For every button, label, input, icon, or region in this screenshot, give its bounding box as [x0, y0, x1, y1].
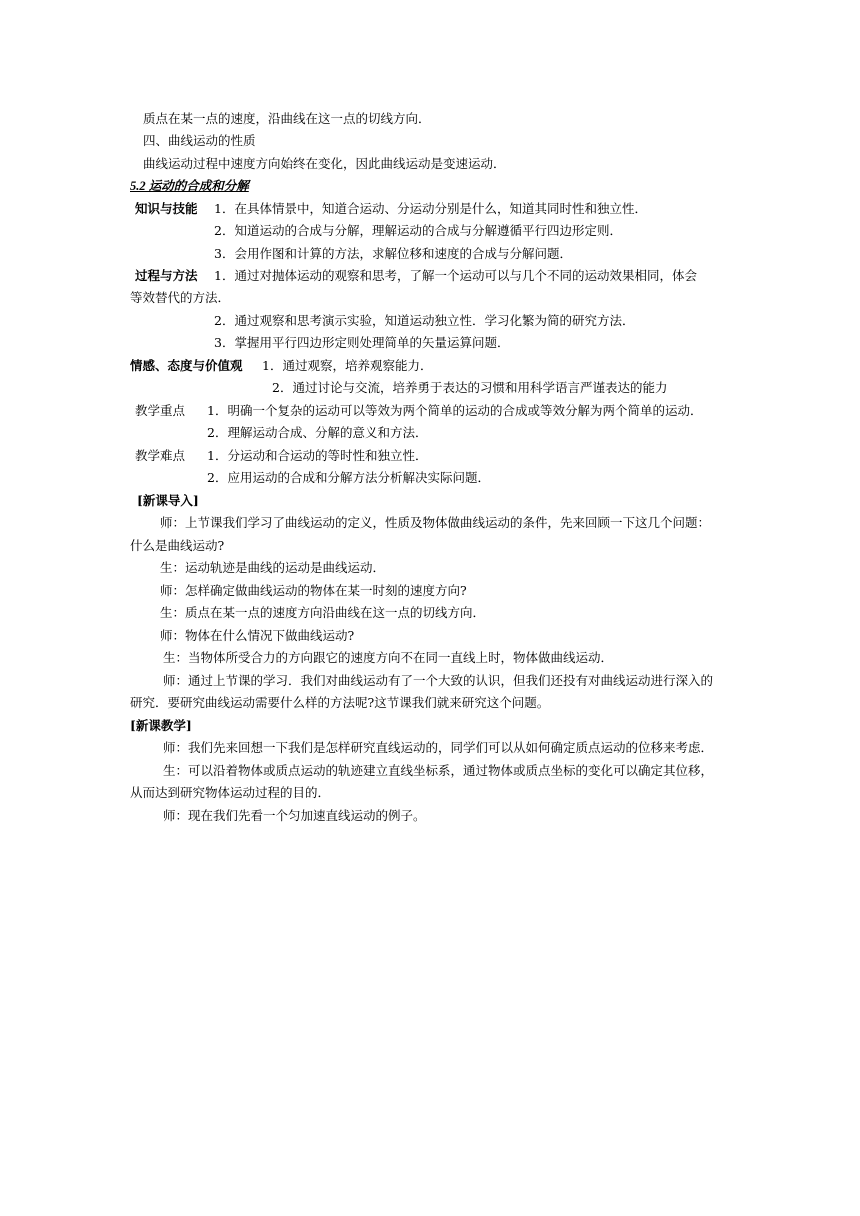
- dialogue-line: 生：运动轨迹是曲线的运动是曲线运动．: [160, 560, 386, 575]
- objective-item: 3．掌握用平行四边形定则处理简单的矢量运算问题．: [214, 335, 510, 350]
- heading-new-lesson-intro: [新课导入]: [137, 493, 199, 508]
- dialogue-line: 师：我们先来回想一下我们是怎样研究直线运动的，同学们可以从如何确定质点运动的位移来考虑．: [163, 740, 714, 755]
- label-teaching-focus: 教学重点: [135, 403, 186, 418]
- focus-item: 2．理解运动合成、分解的意义和方法．: [207, 425, 428, 440]
- objective-item-continued: 等效替代的方法．: [130, 290, 231, 305]
- label-emotion-attitude-values: 情感、态度与价值观: [130, 358, 243, 373]
- dialogue-line: 生：可以沿着物体或质点运动的轨迹建立直线坐标系，通过物体或质点坐标的变化可以确定其位移，: [163, 763, 714, 778]
- objective-item: 3．会用作图和计算的方法，求解位移和速度的合成与分解问题．: [214, 246, 572, 261]
- dialogue-line-continued: 什么是曲线运动?: [130, 538, 225, 553]
- objective-item: 2．通过观察和思考演示实验，知道运动独立性．学习化繁为简的研究方法．: [214, 313, 635, 328]
- dialogue-line-continued: 从而达到研究物体运动过程的目的．: [130, 785, 331, 800]
- label-knowledge-skills: 知识与技能: [135, 201, 198, 216]
- heading-new-lesson-teaching: [新课教学]: [130, 718, 192, 733]
- label-teaching-difficulty: 教学难点: [135, 448, 186, 463]
- text-line: 曲线运动过程中速度方向始终在变化，因此曲线运动是变速运动．: [143, 156, 506, 171]
- objective-item: 1．通过对抛体运动的观察和思考，了解一个运动可以与几个不同的运动效果相同，体会: [214, 268, 697, 283]
- difficulty-item: 1．分运动和合运动的等时性和独立性．: [207, 448, 428, 463]
- objective-item: 1．在具体情景中，知道合运动、分运动分别是什么，知道其同时性和独立性．: [214, 201, 647, 216]
- dialogue-line: 师：怎样确定做曲线运动的物体在某一时刻的速度方向?: [160, 583, 467, 598]
- focus-item: 1．明确一个复杂的运动可以等效为两个简单的运动的合成或等效分解为两个简单的运动．: [207, 403, 703, 418]
- section-title: 5.2 运动的合成和分解: [130, 179, 249, 193]
- label-process-method: 过程与方法: [135, 268, 198, 283]
- text-line: 质点在某一点的速度，沿曲线在这一点的切线方向．: [143, 111, 431, 126]
- heading-section-four: 四、曲线运动的性质: [143, 133, 256, 148]
- dialogue-line-continued: 研究．要研究曲线运动需要什么样的方法呢?这节课我们就来研究这个问题。: [130, 695, 550, 710]
- dialogue-line: 师：物体在什么情况下做曲线运动?: [160, 628, 355, 643]
- dialogue-line: 师：通过上节课的学习．我们对曲线运动有了一个大致的认识，但我们还投有对曲线运动进行深入的: [163, 673, 714, 688]
- difficulty-item: 2．应用运动的合成和分解方法分析解决实际问题．: [207, 470, 490, 485]
- dialogue-line: 生：当物体所受合力的方向跟它的速度方向不在同一直线上时，物体做曲线运动．: [163, 650, 614, 665]
- objective-item: 2．知道运动的合成与分解，理解运动的合成与分解遵循平行四边形定则．: [214, 223, 622, 238]
- dialogue-line: 师：上节课我们学习了曲线运动的定义，性质及物体做曲线运动的条件，先来回顾一下这几个问题：: [160, 515, 711, 530]
- dialogue-line: 生：质点在某一点的速度方向沿曲线在这一点的切线方向．: [160, 605, 486, 620]
- dialogue-line: 师：现在我们先看一个匀加速直线运动的例子。: [163, 808, 426, 823]
- objective-item: 2．通过讨论与交流，培养勇于表达的习惯和用科学语言严谨表达的能力: [272, 380, 668, 395]
- objective-item: 1．通过观察，培养观察能力．: [262, 358, 433, 373]
